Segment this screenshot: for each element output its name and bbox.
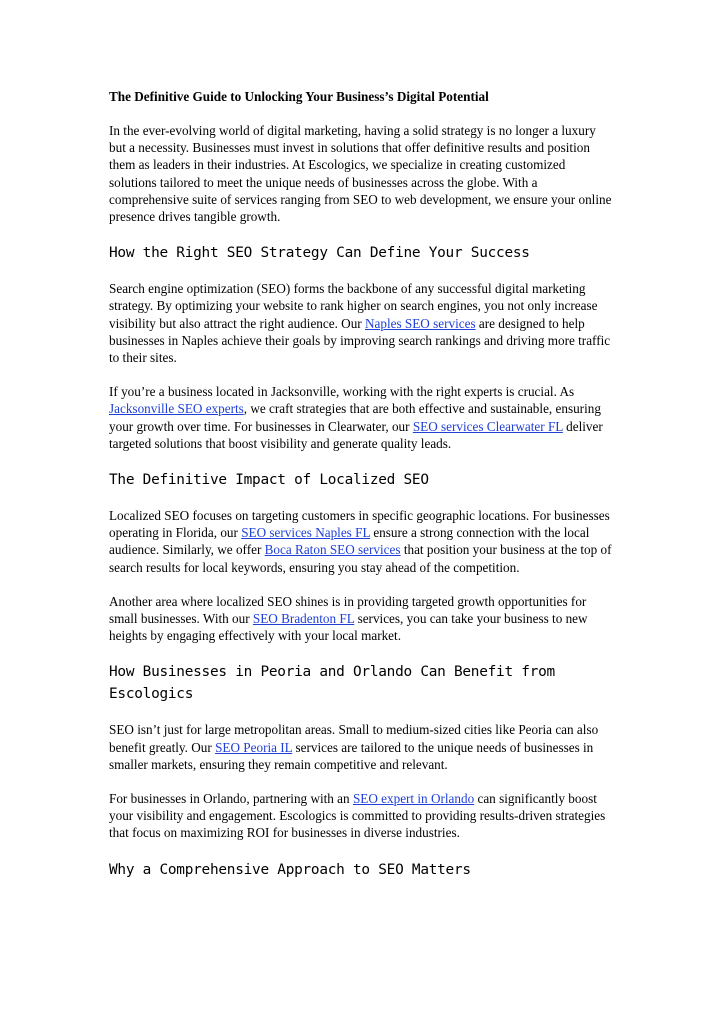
paragraph-seo-backbone [109, 280, 614, 366]
text-run: ensure a strong connection with the local audience. Similarly, we offer [109, 525, 590, 558]
paragraph-orlando [109, 790, 614, 842]
link-jacksonville-seo-experts[interactable]: Jacksonville SEO experts [109, 401, 244, 417]
link-seo-services-naples-fl[interactable]: SEO services Naples FL [241, 525, 371, 541]
paragraph-jacksonville [109, 383, 614, 452]
section-heading-peoria-orlando: How Businesses in Peoria and Orlando Can Benefit from Escologics [109, 664, 555, 703]
text-run: can significantly boost your visibility and engagement. Escologics is committed to providing results-driven strategies that focus on maximizing ROI for businesses in diverse industries. [109, 791, 606, 841]
document-title: The Definitive Guide to Unlocking Your Business’s Digital Potential [109, 89, 489, 104]
text-run: deliver targeted solutions that boost visibility and generate quality leads. [109, 418, 603, 451]
section-heading-localized-seo: The Definitive Impact of Localized SEO [109, 472, 429, 489]
link-seo-peoria-il[interactable]: SEO Peoria IL [215, 739, 293, 755]
link-seo-services-clearwater-fl[interactable]: SEO services Clearwater FL [412, 418, 563, 434]
text-run: Localized SEO focuses on targeting customers in specific geographic locations. For businesses operating in Florida, our [109, 508, 610, 541]
text-run: If you’re a business located in Jacksonville, working with the right experts is crucial. As [109, 384, 575, 400]
paragraph-localized-seo [109, 507, 614, 576]
intro-paragraph: In the ever-evolving world of digital marketing, having a solid strategy is no longer a luxury but a necessity. Businesses must invest in solutions that offer definitive results and position them as leaders in their industries. At Escologics, we specialize in creating customized solutions tailored to meet the unique needs of businesses across the globe. With a comprehensive suite of services ranging from SEO to web development, we ensure your online presence drives tangible growth. [109, 123, 612, 225]
text-run: Another area where localized SEO shines is in providing targeted growth opportunities for small businesses. With our [109, 593, 587, 627]
text-run: For businesses in Orlando, partnering with an [109, 791, 353, 807]
paragraph-peoria [109, 721, 614, 773]
paragraph-small-businesses [109, 593, 614, 645]
section-heading-seo-strategy: How the Right SEO Strategy Can Define Your Success [109, 245, 530, 262]
text-run: SEO isn’t just for large metropolitan areas. Small to medium-sized cities like Peoria can also benefit greatly. Our [109, 722, 599, 755]
link-seo-expert-in-orlando[interactable]: SEO expert in Orlando [352, 791, 475, 807]
text-run: are designed to help businesses in Naples achieve their goals by improving search rankings and driving more traffic to their sites. [109, 315, 611, 366]
section-heading-comprehensive-approach: Why a Comprehensive Approach to SEO Matters [109, 861, 471, 878]
text-run: services, you can take your business to new heights by engaging effectively with your local market. [109, 611, 588, 644]
link-naples-seo-services[interactable]: Naples SEO services [365, 315, 476, 331]
text-run: Search engine optimization (SEO) forms the backbone of any successful digital marketing strategy. By optimizing your website to rank higher on search engines, you not only increase visibility but also attract the right audience. Our [109, 281, 598, 331]
document-page [109, 88, 614, 897]
text-run: that position your business at the top of search results for local keywords, ensuring you stay ahead of the competition. [109, 542, 612, 575]
text-run: , we craft strategies that are both effective and sustainable, ensuring your growth over time. For businesses in Clearwater, our [109, 401, 601, 434]
text-run: services are tailored to the unique needs of businesses in smaller markets, ensuring they remain competitive and relevant. [109, 739, 594, 772]
link-boca-raton-seo-services[interactable]: Boca Raton SEO services [264, 542, 401, 558]
link-seo-bradenton-fl[interactable]: SEO Bradenton FL [252, 611, 355, 627]
